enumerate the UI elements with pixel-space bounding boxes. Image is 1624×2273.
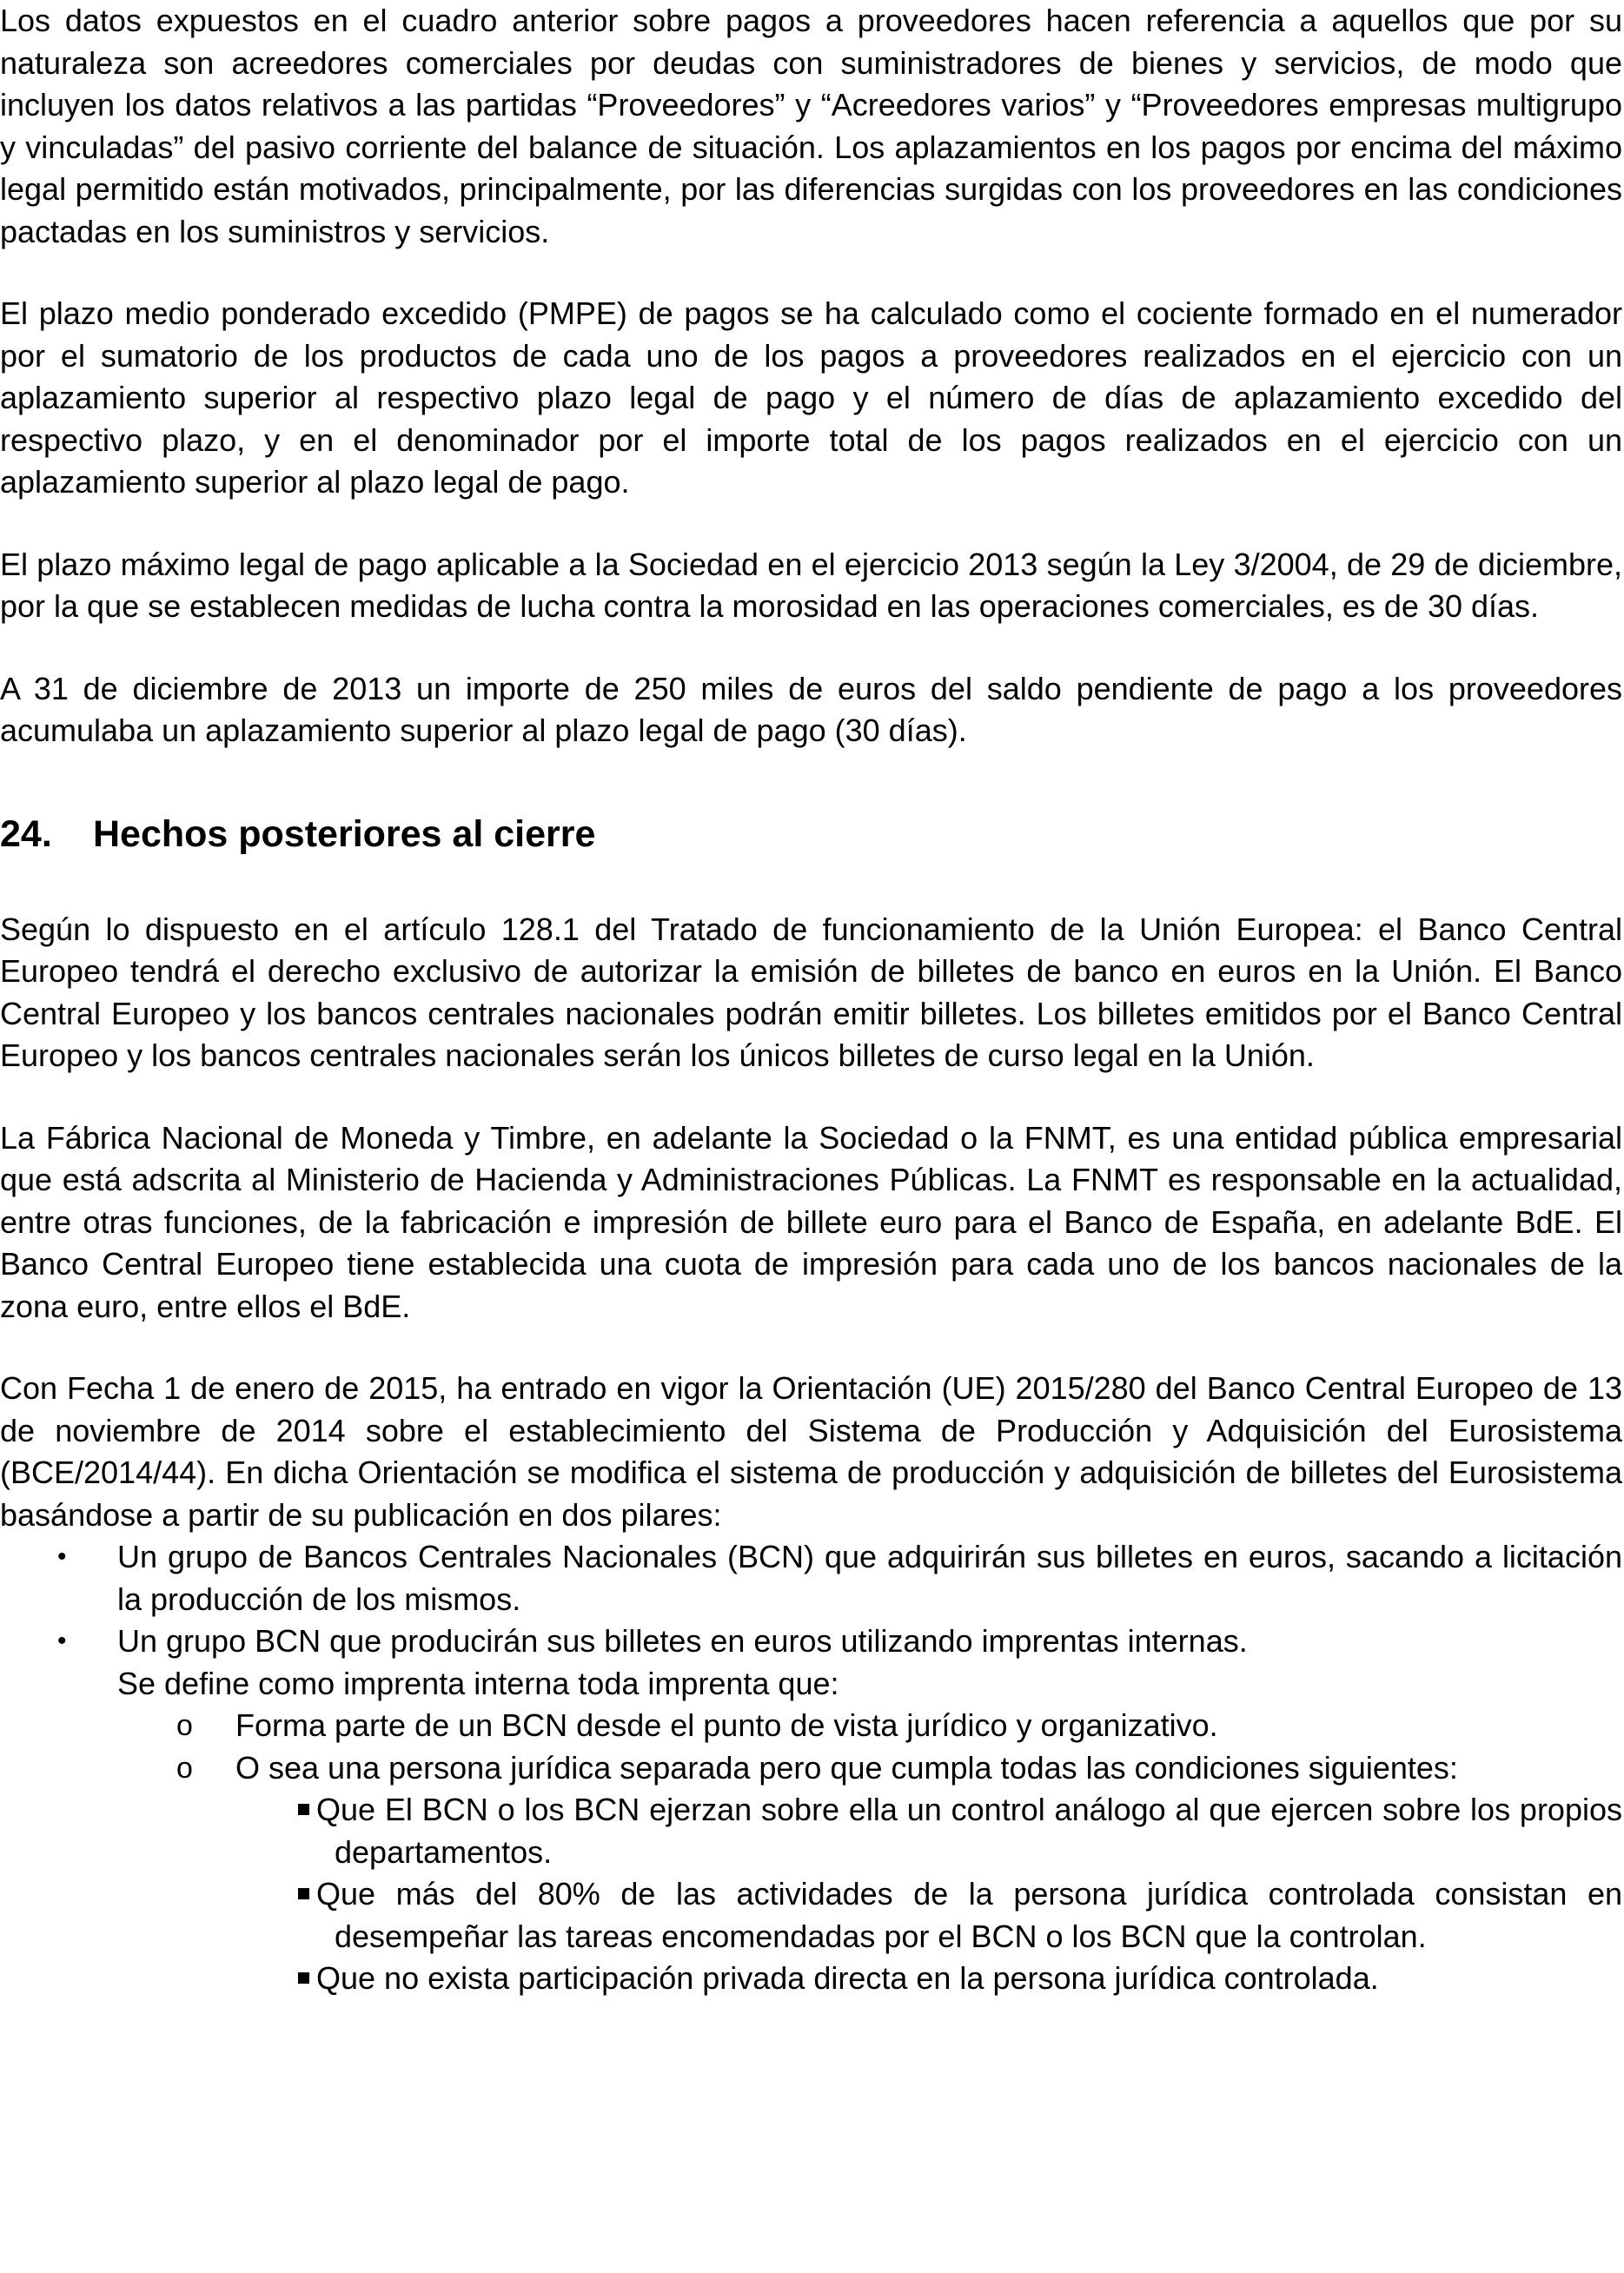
list-item [0, 1747, 1622, 1790]
square-bullet-icon [298, 1888, 309, 1899]
list-item [0, 1536, 1622, 1620]
conditions-list [0, 1789, 1622, 2000]
paragraph-orientation: Con Fecha 1 de enero de 2015, ha entrado en vigor la Orientación (UE) 2015/280 del Banco Central Europeo de 13 de noviembre de 2014 sobre el establecimiento del Sistema de Producción y Adquisición del Eurosistema (BCE/2014/44). En dicha Orientación se modifica el sistema de producción y adquisición de billetes del Eurosistema basándose a partir de su publicación en dos pilares: [0, 1370, 1622, 1533]
list-item-text: Un grupo de Bancos Centrales Nacionales (BCN) que adquirirán sus billetes en euros, sacando a licitación la producción de los mismos. [117, 1539, 1622, 1617]
list-item-text: Forma parte de un BCN desde el punto de vista jurídico y organizativo. [235, 1707, 1218, 1743]
list-item-text: Que no exista participación privada directa en la persona jurídica controlada. [316, 1960, 1379, 1996]
paragraph-pmpe-calculation: El plazo medio ponderado excedido (PMPE) de pagos se ha calculado como el cociente formado en el numerador por el sumatorio de los productos de cada uno de los pagos a proveedores realizados en el ejercicio con un aplazamiento superior al respectivo plazo legal de pago y el número de días de aplazamiento excedido del respectivo plazo, y en el denominador por el importe total de los pagos realizados en el ejercicio con un aplazamiento superior al plazo legal de pago. [0, 295, 1622, 500]
list-item [0, 1873, 1622, 1958]
section-number: 24. [0, 812, 52, 855]
list-item [0, 1958, 1622, 2000]
paragraph-pending-balance: A 31 de diciembre de 2013 un importe de 250 miles de euros del saldo pendiente de pago a los proveedores acumulaba un aplazamiento superior al plazo legal de pago (30 días). [0, 670, 1622, 748]
section-heading [0, 808, 1622, 860]
paragraph-legal-term: El plazo máximo legal de pago aplicable a la Sociedad en el ejercicio 2013 según la Ley 3/2004, de 29 de diciembre, por la que se establecen medidas de lucha contra la morosidad en las operaciones comerciales, es de 30 días. [0, 546, 1622, 624]
pillars-list [0, 1536, 1622, 1705]
bullet-icon: • [57, 1542, 67, 1571]
bullet-icon: • [57, 1627, 67, 1655]
paragraph-fnmt: La Fábrica Nacional de Moneda y Timbre, en adelante la Sociedad o la FNMT, es una entidad pública empresarial que está adscrita al Ministerio de Hacienda y Administraciones Públicas. La FNMT es responsable en la actualidad, entre otras funciones, de la fabricación e impresión de billete euro para el Banco de España, en adelante BdE. El Banco Central Europeo tiene establecida una cuota de impresión para cada uno de los bancos nacionales de la zona euro, entre ellos el BdE. [0, 1119, 1622, 1324]
list-item [0, 1705, 1622, 1747]
circle-bullet-icon: o [176, 1709, 193, 1742]
square-bullet-icon [298, 1804, 309, 1815]
list-item-text: Un grupo BCN que producirán sus billetes en euros utilizando imprentas internas. [117, 1623, 1248, 1659]
section-title: Hechos posteriores al cierre [93, 812, 596, 855]
paragraph-supplier-payments: Los datos expuestos en el cuadro anterior sobre pagos a proveedores hacen referencia a aquellos que por su naturaleza son acreedores comerciales por deudas con suministradores de bienes y servicios, de modo que incluyen los datos relativos a las partidas “Proveedores” y “Acreedores varios” y “Proveedores empresas multigrupo y vinculadas” del pasivo corriente del balance de situación. Los aplazamientos en los pagos por encima del máximo legal permitido están motivados, principalmente, por las diferencias surgidas con los proveedores en las condiciones pactadas en los suministros y servicios. [0, 3, 1622, 249]
list-note: Se define como imprenta interna toda imprenta que: [117, 1665, 839, 1701]
list-item-text: O sea una persona jurídica separada pero que cumpla todas las condiciones siguientes: [235, 1749, 1458, 1786]
list-item [0, 1789, 1622, 1873]
list-item-text: Que El BCN o los BCN ejerzan sobre ella un control análogo al que ejercen sobre los propios departamentos. [316, 1792, 1622, 1870]
internal-printer-list [0, 1705, 1622, 1789]
square-bullet-icon [298, 1972, 309, 1984]
list-item [0, 1620, 1622, 1663]
list-item-text: Que más del 80% de las actividades de la persona jurídica controlada consistan en desempeñar las tareas encomendadas por el BCN o los BCN que la controlan. [316, 1876, 1622, 1954]
circle-bullet-icon: o [176, 1751, 193, 1785]
paragraph-treaty-article: Según lo dispuesto en el artículo 128.1 del Tratado de funcionamiento de la Unión Europea: el Banco Central Europeo tendrá el derecho exclusivo de autorizar la emisión de billetes de banco en euros en la Unión. El Banco Central Europeo y los bancos centrales nacionales podrán emitir billetes. Los billetes emitidos por el Banco Central Europeo y los bancos centrales nacionales serán los únicos billetes de curso legal en la Unión. [0, 911, 1622, 1073]
